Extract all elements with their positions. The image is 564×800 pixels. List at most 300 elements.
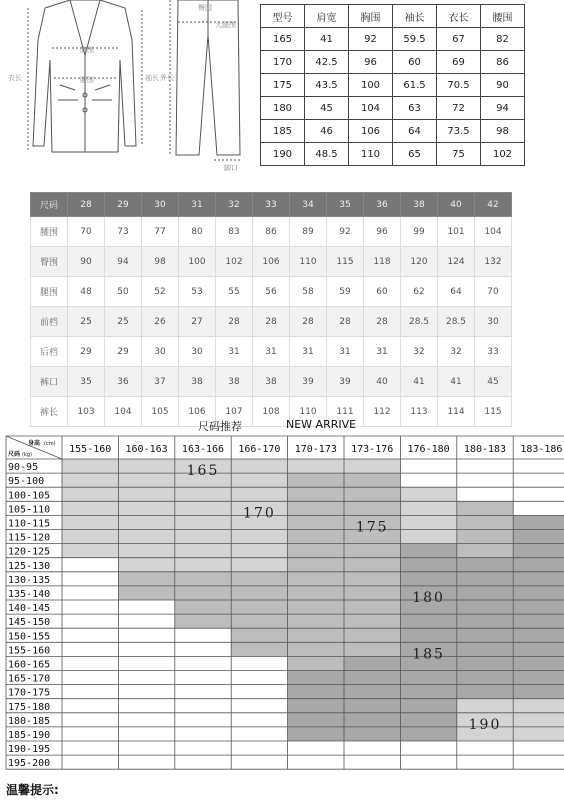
grid-shade-cell: [288, 558, 344, 572]
pants-cell: 28: [253, 307, 290, 337]
grid-shade-cell: [62, 544, 118, 558]
spec-cell: 70.5: [437, 74, 481, 97]
pants-row: [31, 337, 512, 367]
pants-cell: 110: [290, 397, 327, 427]
size-recommend-svg: [6, 436, 563, 770]
grid-shade-cell: [118, 473, 174, 487]
pants-row-label: 裤口: [31, 367, 68, 397]
grid-shade-cell: [457, 642, 513, 656]
pants-hem-label: 脚口: [224, 164, 238, 172]
grid-shade-cell: [231, 628, 287, 642]
weight-header: 100-105: [8, 490, 51, 502]
height-header: 160-163: [125, 444, 168, 455]
pants-cell: 38: [253, 367, 290, 397]
corner-height-label: 身高: [28, 440, 41, 447]
spec-row: [261, 143, 525, 166]
pants-cell: 98: [142, 247, 179, 277]
weight-header: 150-155: [8, 631, 51, 643]
grid-shade-cell: [288, 656, 344, 670]
spec-cell: 185: [261, 120, 305, 143]
spec-cell: 42.5: [305, 51, 349, 74]
pants-cell: 106: [179, 397, 216, 427]
pants-cell: 92: [327, 217, 364, 247]
grid-shade-cell: [457, 628, 513, 642]
size-label: 185: [412, 646, 445, 663]
spec-cell: 170: [261, 51, 305, 74]
pants-cell: 104: [105, 397, 142, 427]
spec-cell: 胸围: [349, 5, 393, 28]
spec-row: [261, 97, 525, 120]
grid-shade-cell: [175, 530, 231, 544]
grid-shade-cell: [400, 628, 456, 642]
spec-cell: 肩宽: [305, 5, 349, 28]
grid-shade-cell: [62, 487, 118, 501]
grid-shade-cell: [288, 586, 344, 600]
pants-row: [31, 217, 512, 247]
pants-cell: 36: [105, 367, 142, 397]
grid-shade-cell: [457, 699, 513, 713]
grid-shade-cell: [344, 558, 400, 572]
pants-cell: 118: [364, 247, 401, 277]
pants-cell: 32: [438, 337, 475, 367]
spec-cell: 110: [349, 143, 393, 166]
grid-shade-cell: [400, 501, 456, 515]
spec-cell: 63: [393, 97, 437, 120]
pants-header-cell: 30: [142, 193, 179, 217]
pants-cell: 29: [68, 337, 105, 367]
pants-cell: 48: [68, 277, 105, 307]
grid-shade-cell: [513, 642, 564, 656]
weight-header: 170-175: [8, 687, 51, 699]
weight-header: 190-195: [8, 744, 51, 756]
grid-shade-cell: [118, 515, 174, 529]
pants-cell: 50: [105, 277, 142, 307]
spec-cell: 46: [305, 120, 349, 143]
pants-row: [31, 367, 512, 397]
pants-cell: 33: [475, 337, 512, 367]
spec-cell: 65: [393, 143, 437, 166]
size-label: 170: [243, 505, 276, 522]
pants-cell: 64: [438, 277, 475, 307]
grid-shade-cell: [400, 558, 456, 572]
pants-header-cell: 31: [179, 193, 216, 217]
spec-cell: 69: [437, 51, 481, 74]
spec-row: [261, 28, 525, 51]
grid-shade-cell: [400, 515, 456, 529]
pants-cell: 70: [475, 277, 512, 307]
spec-cell: 96: [349, 51, 393, 74]
spec-cell: 67: [437, 28, 481, 51]
grid-shade-cell: [288, 628, 344, 642]
grid-shade-cell: [400, 530, 456, 544]
pants-cell: 39: [327, 367, 364, 397]
grid-shade-cell: [118, 572, 174, 586]
grid-shade-cell: [344, 642, 400, 656]
weight-header: 105-110: [8, 504, 51, 516]
height-header: 155-160: [69, 444, 112, 455]
grid-shade-cell: [62, 459, 118, 473]
spec-cell: 64: [393, 120, 437, 143]
top-section: [0, 0, 564, 172]
pants-row-label: 裤长: [31, 397, 68, 427]
pants-header-cell: 29: [105, 193, 142, 217]
grid-shade-cell: [62, 530, 118, 544]
pants-cell: 124: [438, 247, 475, 277]
grid-shade-cell: [457, 600, 513, 614]
spec-cell: 73.5: [437, 120, 481, 143]
grid-shade-cell: [288, 600, 344, 614]
spec-cell: 92: [349, 28, 393, 51]
jacket-length-label: 衣长: [8, 74, 22, 82]
grid-shade-cell: [344, 656, 400, 670]
spec-cell: 60: [393, 51, 437, 74]
pants-cell: 104: [475, 217, 512, 247]
grid-shade-cell: [457, 671, 513, 685]
pants-cell: 29: [105, 337, 142, 367]
grid-shade-cell: [288, 530, 344, 544]
pants-cell: 106: [253, 247, 290, 277]
grid-shade-cell: [457, 586, 513, 600]
pants-row-label: 腰围: [31, 217, 68, 247]
pants-cell: 58: [290, 277, 327, 307]
pants-cell: 115: [327, 247, 364, 277]
pants-header-cell: 36: [364, 193, 401, 217]
spec-cell: 61.5: [393, 74, 437, 97]
pants-cell: 28: [364, 307, 401, 337]
pants-cell: 112: [364, 397, 401, 427]
spec-row: [261, 120, 525, 143]
pants-cell: 96: [364, 217, 401, 247]
spec-cell: 98: [481, 120, 525, 143]
grid-shade-cell: [231, 558, 287, 572]
pants-cell: 31: [253, 337, 290, 367]
pants-cell: 70: [68, 217, 105, 247]
pants-cell: 26: [142, 307, 179, 337]
spec-cell: 180: [261, 97, 305, 120]
pants-cell: 100: [179, 247, 216, 277]
spec-cell: 45: [305, 97, 349, 120]
spec-cell: 袖长: [393, 5, 437, 28]
grid-shade-cell: [175, 572, 231, 586]
spec-cell: 82: [481, 28, 525, 51]
weight-header: 165-170: [8, 673, 51, 685]
pants-header-row: [31, 193, 512, 217]
pants-cell: 94: [105, 247, 142, 277]
pants-cell: 56: [253, 277, 290, 307]
grid-shade-cell: [175, 487, 231, 501]
suit-spec-table: [260, 4, 525, 166]
grid-shade-cell: [513, 600, 564, 614]
recommend-title: 尺码推荐: [198, 420, 242, 433]
spec-cell: 43.5: [305, 74, 349, 97]
grid-shade-cell: [400, 699, 456, 713]
weight-header: 125-130: [8, 560, 51, 572]
pants-header-cell: 38: [401, 193, 438, 217]
grid-shade-cell: [288, 685, 344, 699]
spec-cell: 41: [305, 28, 349, 51]
pants-row: [31, 277, 512, 307]
pants-cell: 41: [401, 367, 438, 397]
pants-header-cell: 28: [68, 193, 105, 217]
grid-shade-cell: [457, 558, 513, 572]
corner-size-label: 尺码: [8, 451, 21, 458]
pants-cell: 28.5: [438, 307, 475, 337]
height-header: 180-183: [463, 444, 507, 455]
pants-cell: 99: [401, 217, 438, 247]
pants-cell: 62: [401, 277, 438, 307]
weight-header: 120-125: [8, 546, 51, 558]
pants-cell: 83: [216, 217, 253, 247]
grid-shade-cell: [288, 671, 344, 685]
pants-size-table: [30, 192, 512, 427]
grid-shade-cell: [175, 501, 231, 515]
pants-cell: 111: [327, 397, 364, 427]
weight-header: 90-95: [8, 462, 39, 474]
grid-shade-cell: [288, 642, 344, 656]
weight-header: 195-200: [8, 758, 51, 770]
jacket-waist-label: 腰围: [80, 76, 94, 84]
grid-shade-cell: [513, 572, 564, 586]
grid-shade-cell: [344, 600, 400, 614]
weight-header: 110-115: [8, 518, 51, 530]
spec-cell: 86: [481, 51, 525, 74]
size-label: 175: [355, 519, 389, 536]
pants-cell: 73: [105, 217, 142, 247]
grid-shade-cell: [231, 544, 287, 558]
grid-shade-cell: [344, 614, 400, 628]
grid-shade-cell: [400, 685, 456, 699]
grid-shade-cell: [513, 656, 564, 670]
grid-shade-cell: [400, 544, 456, 558]
grid-shade-cell: [344, 586, 400, 600]
pants-cell: 120: [401, 247, 438, 277]
pants-cell: 101: [438, 217, 475, 247]
pants-cell: 113: [401, 397, 438, 427]
grid-shade-cell: [513, 628, 564, 642]
jacket-chest-label: 胸围: [80, 46, 94, 54]
grid-shade-cell: [231, 459, 287, 473]
pants-outseam-label: 外长: [160, 74, 174, 82]
recommend-heading: [0, 418, 564, 432]
grid-shade-cell: [118, 530, 174, 544]
grid-shade-cell: [288, 572, 344, 586]
pants-cell: 37: [142, 367, 179, 397]
pants-cell: 31: [290, 337, 327, 367]
grid-shade-cell: [231, 530, 287, 544]
corner-size-unit: (kg): [22, 452, 32, 458]
pants-cell: 41: [438, 367, 475, 397]
grid-shade-cell: [175, 558, 231, 572]
grid-shade-cell: [513, 544, 564, 558]
height-header: 163-166: [181, 444, 225, 455]
grid-shade-cell: [288, 699, 344, 713]
spec-cell: 104: [349, 97, 393, 120]
spec-row: [261, 51, 525, 74]
pants-cell: 39: [290, 367, 327, 397]
grid-shade-cell: [118, 459, 174, 473]
weight-header: 140-145: [8, 603, 51, 615]
pants-cell: 80: [179, 217, 216, 247]
grid-shade-cell: [344, 685, 400, 699]
grid-shade-cell: [231, 614, 287, 628]
pants-header-cell: 40: [438, 193, 475, 217]
pants-cell: 90: [68, 247, 105, 277]
grid-shade-cell: [400, 487, 456, 501]
pants-cell: 28: [290, 307, 327, 337]
grid-shade-cell: [288, 713, 344, 727]
spec-cell: 90: [481, 74, 525, 97]
weight-header: 145-150: [8, 617, 51, 629]
grid-shade-cell: [231, 642, 287, 656]
grid-shade-cell: [457, 685, 513, 699]
grid-shade-cell: [231, 473, 287, 487]
grid-shade-cell: [231, 572, 287, 586]
weight-header: 155-160: [8, 645, 51, 657]
pants-cell: 60: [364, 277, 401, 307]
pants-header-cell: 尺码: [31, 193, 68, 217]
pants-cell: 28: [327, 307, 364, 337]
grid-shade-cell: [344, 572, 400, 586]
pants-cell: 30: [142, 337, 179, 367]
grid-shade-cell: [288, 487, 344, 501]
pants-cell: 27: [179, 307, 216, 337]
grid-shade-cell: [175, 614, 231, 628]
grid-shade-cell: [344, 473, 400, 487]
height-header: 176-180: [407, 444, 450, 455]
spec-cell: 94: [481, 97, 525, 120]
corner-height-unit: (cm): [44, 441, 56, 447]
pants-cell: 38: [179, 367, 216, 397]
pants-header-cell: 33: [253, 193, 290, 217]
pants-cell: 25: [68, 307, 105, 337]
grid-shade-cell: [400, 614, 456, 628]
pants-row-label: 前档: [31, 307, 68, 337]
weight-header: 115-120: [8, 532, 51, 544]
grid-shade-cell: [118, 558, 174, 572]
grid-shade-cell: [344, 713, 400, 727]
grid-shade-cell: [344, 487, 400, 501]
pants-row: [31, 247, 512, 277]
grid-shade-cell: [513, 586, 564, 600]
pants-cell: 77: [142, 217, 179, 247]
pants-row-label: 后档: [31, 337, 68, 367]
weight-header: 160-165: [8, 659, 51, 671]
grid-shade-cell: [175, 515, 231, 529]
grid-shade-cell: [288, 473, 344, 487]
pants-cell: 107: [216, 397, 253, 427]
grid-shade-cell: [457, 530, 513, 544]
size-label: 180: [412, 590, 445, 606]
spec-row: [261, 74, 525, 97]
weight-header: 180-185: [8, 715, 51, 727]
jacket-sleeve-label: 袖长: [145, 74, 159, 82]
grid-shade-cell: [62, 501, 118, 515]
height-header: 166-170: [238, 444, 281, 455]
pants-cell: 30: [179, 337, 216, 367]
pants-cell: 55: [216, 277, 253, 307]
height-header: 173-176: [351, 444, 394, 455]
grid-shade-cell: [344, 628, 400, 642]
pants-cell: 132: [475, 247, 512, 277]
weight-header: 130-135: [8, 574, 51, 586]
grid-shade-cell: [288, 727, 344, 741]
pants-cell: 35: [68, 367, 105, 397]
grid-shade-cell: [457, 656, 513, 670]
grid-shade-cell: [513, 727, 564, 741]
tip-title: 温馨提示:: [6, 783, 59, 797]
pants-cell: 45: [475, 367, 512, 397]
grid-shade-cell: [513, 671, 564, 685]
grid-shade-cell: [62, 473, 118, 487]
spec-cell: 190: [261, 143, 305, 166]
pants-cell: 31: [216, 337, 253, 367]
size-label: 165: [186, 463, 220, 480]
grid-shade-cell: [513, 614, 564, 628]
grid-shade-cell: [118, 586, 174, 600]
pants-cell: 40: [364, 367, 401, 397]
spec-cell: 72: [437, 97, 481, 120]
grid-shade-cell: [344, 459, 400, 473]
grid-shade-cell: [457, 572, 513, 586]
grid-shade-cell: [118, 544, 174, 558]
size-label: 190: [468, 716, 502, 733]
pants-cell: 108: [253, 397, 290, 427]
size-recommend-grid: [6, 436, 563, 770]
weight-header: 185-190: [8, 730, 51, 741]
grid-shade-cell: [118, 501, 174, 515]
pants-row: [31, 307, 512, 337]
pants-cell: 32: [401, 337, 438, 367]
grid-shade-cell: [400, 713, 456, 727]
spec-cell: 106: [349, 120, 393, 143]
grid-shade-cell: [400, 572, 456, 586]
pants-row-label: 臀围: [31, 247, 68, 277]
grid-shade-cell: [175, 586, 231, 600]
pants-cell: 25: [105, 307, 142, 337]
pants-cell: 31: [364, 337, 401, 367]
weight-header: 135-140: [8, 589, 51, 600]
grid-shade-cell: [513, 558, 564, 572]
pants-row-label: 腿围: [31, 277, 68, 307]
grid-shade-cell: [400, 727, 456, 741]
pants-cell: 114: [438, 397, 475, 427]
grid-shade-cell: [457, 544, 513, 558]
grid-shade-cell: [344, 501, 400, 515]
grid-shade-cell: [288, 515, 344, 529]
grid-shade-cell: [344, 699, 400, 713]
grid-shade-cell: [175, 544, 231, 558]
pants-cell: 89: [290, 217, 327, 247]
grid-shade-cell: [344, 671, 400, 685]
pants-cell: 38: [216, 367, 253, 397]
pants-cell: 30: [475, 307, 512, 337]
pants-cell: 102: [216, 247, 253, 277]
spec-cell: 165: [261, 28, 305, 51]
pants-header-cell: 35: [327, 193, 364, 217]
spec-cell: 59.5: [393, 28, 437, 51]
grid-shade-cell: [288, 501, 344, 515]
pants-thigh-label: 大腿围: [215, 21, 236, 29]
spec-cell: 175: [261, 74, 305, 97]
spec-cell: 48.5: [305, 143, 349, 166]
grid-shade-cell: [400, 671, 456, 685]
grid-shade-cell: [513, 699, 564, 713]
pants-cell: 110: [290, 247, 327, 277]
grid-shade-cell: [344, 727, 400, 741]
pants-header-cell: 32: [216, 193, 253, 217]
grid-shade-cell: [457, 515, 513, 529]
grid-shade-cell: [288, 459, 344, 473]
